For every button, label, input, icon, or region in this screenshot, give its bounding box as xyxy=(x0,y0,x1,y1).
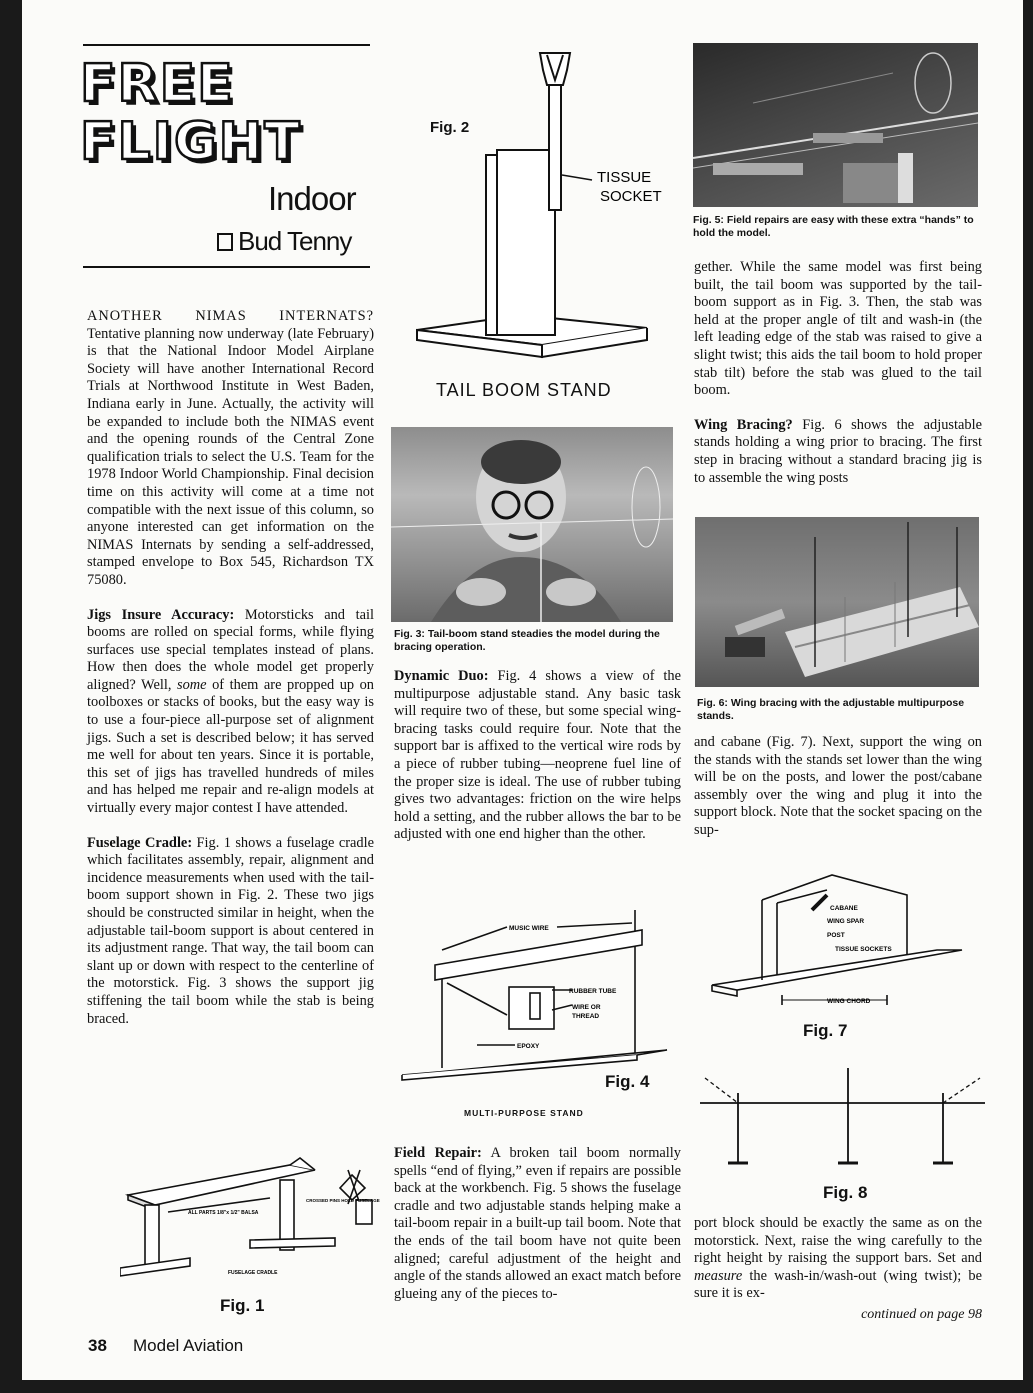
fig3-photo-art xyxy=(391,427,673,622)
fig1-crossed-label: CROSSED PINS HOLD FUSELAGE xyxy=(306,1198,380,1203)
fig4-rubber-tube: RUBBER TUBE xyxy=(569,988,617,995)
fig3-photo xyxy=(391,427,673,622)
paragraph-gether: gether. While the same model was first being built, the tail boom was supported by the tail-boom support as in Fig. 3. Then, the stab was held at the proper angle of tilt and wash-in (the left leading edge of the stab was raised to give a slight twist; this aids the tail boom to hold proper stab tilt) before the stab was glued to the tail boom. xyxy=(694,259,982,399)
jigs-text-a: Motorsticks and tail booms are rolled on special forms, while flying surfaces use special templates instead of plans. How then does the whole model get properly aligned? Well, xyxy=(87,606,374,693)
header-top-rule xyxy=(83,44,370,46)
column-3-middle xyxy=(694,734,982,840)
fig7-wing-chord: WING CHORD xyxy=(827,998,871,1005)
fig4-music-wire: MUSIC WIRE xyxy=(509,925,549,932)
fig5-caption: Fig. 5: Field repairs are easy with these extra “hands” to hold the model. xyxy=(693,214,974,239)
repair-lead: Field Repair: xyxy=(394,1145,482,1161)
cradle-lead: Fuselage Cradle: xyxy=(87,834,193,851)
duo-text: Fig. 4 shows a view of the multipurpose adjustable stand. Any basic task will require two of these, but some special wing-bracing tasks could require four. Note that the support bar is affixed to the vertical wire rods by a piece of rubber tubing—neoprene fuel line of the proper size is ideal. The use of rubber tubing gives two advantages: friction on the wire helps hold a setting, and the rubber allows the bar to be adjusted with one end higher than the other. xyxy=(394,668,682,843)
subtitle: Indoor xyxy=(268,180,356,217)
byline-box-icon xyxy=(217,233,233,251)
paragraph-cabane: and cabane (Fig. 7). Next, support the wing on the stands with the stands set lower than the wing will be on the posts, and lower the post/cabane assembly over the wing and plug it into the support block. Note that the socket spacing on the sup- xyxy=(694,734,982,838)
fig1-parts-label: ALL PARTS 1/8"x 1/2" BALSA xyxy=(188,1210,259,1216)
fig7-cabane: CABANE xyxy=(830,905,858,912)
port-block-text-b: the wash-in/wash-out (wing twist); be sure it is ex- xyxy=(694,1267,982,1302)
magazine-name: Model Aviation xyxy=(133,1336,244,1355)
title-flight: FLIGHT xyxy=(80,112,302,172)
paragraph-port-block xyxy=(694,1215,982,1303)
nimas-lead: ANOTHER NIMAS INTERNATS? xyxy=(87,308,374,324)
fig7-tissue-sockets: TISSUE SOCKETS xyxy=(835,946,892,953)
byline xyxy=(217,226,351,257)
fig4-epoxy: EPOXY xyxy=(517,1043,540,1050)
fig8-label: Fig. 8 xyxy=(823,1183,868,1202)
column-1 xyxy=(87,308,374,1028)
paragraph-nimas xyxy=(87,308,374,590)
nimas-text: Tentative planning now underway (late February) is that the National Indoor Model Airplane Society will have another International Record Trials at Northwood Institute in West Baden, Indiana early in June. Actually, the activity will be expanded to include both the NIMAS event and the opening rounds of the Central Zone qualification trials to select the U.S. Team for the 1978 Indoor World Championship. Final decision time on this activity will come at a time not compatible with the next issue of this column, so anyone interested can get information on the NIMAS Internats by sending a self-addressed, stamped envelope to Box 545, Richardson TX 75080. xyxy=(87,325,374,588)
fig2-diagram xyxy=(412,45,677,375)
fig2-tissue: TISSUE xyxy=(597,169,652,186)
fig7-label: Fig. 7 xyxy=(803,1021,848,1040)
byline-text: Bud Tenny xyxy=(238,226,352,256)
fig4-thread: THREAD xyxy=(572,1013,600,1020)
fig5-photo-art xyxy=(693,43,978,207)
fig6-photo-art xyxy=(695,517,979,687)
paragraph-field-repair xyxy=(394,1145,681,1303)
magazine-page xyxy=(22,0,1023,1380)
fig8-diagram xyxy=(700,1063,985,1173)
fig4-name: MULTI-PURPOSE STAND xyxy=(464,1108,584,1118)
fig6-photo xyxy=(695,517,979,687)
fig3-caption: Fig. 3: Tail-boom stand steadies the model during the bracing operation. xyxy=(394,628,660,653)
jigs-lead: Jigs Insure Accuracy: xyxy=(87,606,235,623)
fig2-socket: SOCKET xyxy=(600,188,662,205)
fig1-name: FUSELAGE CRADLE xyxy=(228,1270,278,1276)
port-block-emphasis: measure xyxy=(694,1267,743,1284)
paragraph-fuselage-cradle xyxy=(87,835,374,1029)
duo-lead: Dynamic Duo: xyxy=(394,668,489,684)
fig4-label: Fig. 4 xyxy=(605,1072,650,1091)
jigs-emphasis: some xyxy=(176,676,207,693)
column-3-top xyxy=(694,259,982,487)
cradle-text: Fig. 1 shows a fuselage cradle which facilitates assembly, repair, alignment and incidence measurements when used with the tail-boom support shown in Fig. 2. These two jigs should be constructed similar in height, when the adjustable tail-boom support is about centered in its adjustment range. That way, the tail boom can slant up or down with respect to the centerline of the motorstick. Fig. 3 shows the support jig stiffening the tail boom while the stab is being braced. xyxy=(87,834,374,1027)
bracing-lead: Wing Bracing? xyxy=(694,416,793,433)
fig7-post: POST xyxy=(827,932,845,939)
fig1-label: Fig. 1 xyxy=(220,1296,265,1315)
fig5-photo xyxy=(693,43,978,207)
title-free: FREE xyxy=(80,54,235,114)
jigs-text-b: of them are propped up on toolboxes or stacks of books, but the easy way is to use a four-piece all-purpose set of alignment jigs. Such a set is described below; it has served me well for about ten years. Since it is portable, this set of jigs has travelled hundreds of miles and has helped me repair and re-align models at virtually every major contest I have attended. xyxy=(87,676,375,817)
fig1-diagram xyxy=(120,1150,380,1290)
port-block-text-a: port block should be exactly the same as on the motorstick. Next, raise the wing carefully to the right height by raising the support bars. Set and xyxy=(694,1215,982,1267)
paragraph-jigs xyxy=(87,607,374,818)
fig2-label: Fig. 2 xyxy=(430,119,470,136)
column-2-dynamic-duo xyxy=(394,668,681,844)
bracing-text: Fig. 6 shows the adjustable stands holding a wing prior to bracing. The first step in bracing without a standard bracing jig is to assemble the wing posts xyxy=(694,416,982,486)
paragraph-wing-bracing xyxy=(694,417,982,487)
fig7-wing-spar: WING SPAR xyxy=(827,918,865,925)
paragraph-dynamic-duo xyxy=(394,668,681,844)
fig2-name: TAIL BOOM STAND xyxy=(436,380,612,400)
continued-link[interactable]: continued on page 98 xyxy=(861,1307,982,1322)
fig4-wire-or: WIRE OR xyxy=(572,1004,601,1011)
fig4-diagram xyxy=(397,905,677,1090)
fig7-diagram xyxy=(707,865,972,1010)
fig6-caption: Fig. 6: Wing bracing with the adjustable multipurpose stands. xyxy=(697,697,965,722)
repair-text: A broken tail boom normally spells “end of flying,” even if repairs are possible back at the workbench. Fig. 5 shows the fuselage cradle and two adjustable stands helping make a tail-boom repair in a built-up tail boom. Note that the ends of the tail boom have not quite been aligned; careful adjustment of the height and angle of the stands allowed an exact match before glueing any of the pieces to- xyxy=(394,1145,681,1302)
page-number: 38 xyxy=(88,1336,107,1355)
column-2-field-repair xyxy=(394,1145,681,1303)
column-3-bottom xyxy=(694,1215,982,1303)
header-bottom-rule xyxy=(83,266,370,268)
